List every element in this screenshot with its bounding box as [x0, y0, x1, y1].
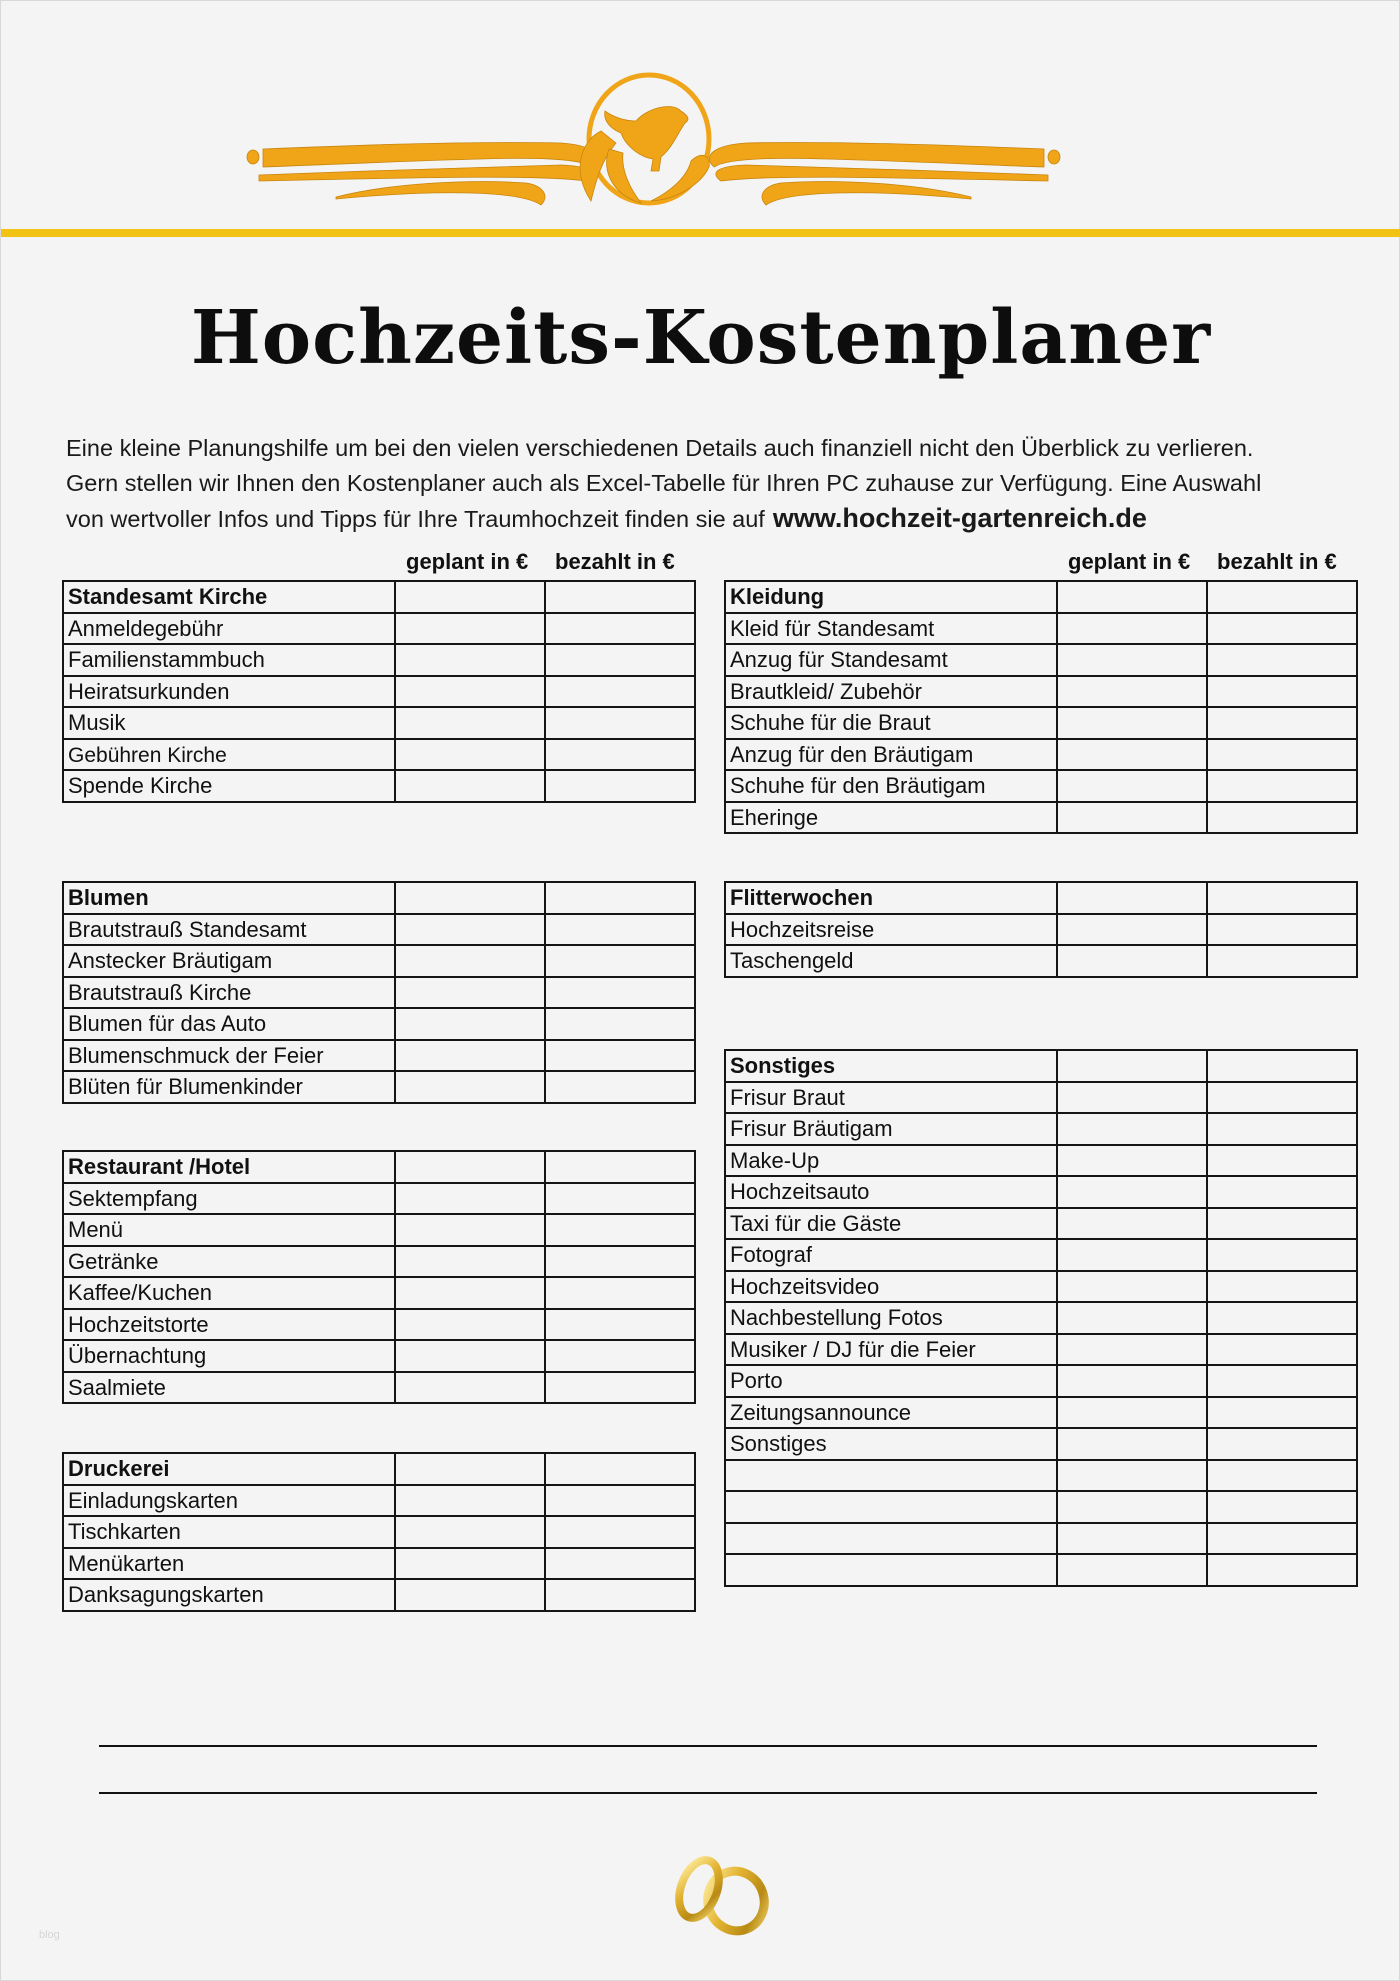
item-label: Hochzeitsvideo: [725, 1271, 1057, 1303]
paid-cell[interactable]: [1207, 581, 1357, 613]
planned-cell[interactable]: [395, 1372, 545, 1404]
paid-cell[interactable]: [1207, 1113, 1357, 1145]
planned-cell[interactable]: [1057, 1145, 1207, 1177]
planned-cell[interactable]: [395, 977, 545, 1009]
planned-cell[interactable]: [395, 1277, 545, 1309]
item-label: Übernachtung: [63, 1340, 395, 1372]
paid-cell[interactable]: [545, 1372, 695, 1404]
planned-cell[interactable]: [395, 1214, 545, 1246]
item-label: Anmeldegebühr: [63, 613, 395, 645]
table-row: [63, 1579, 695, 1611]
table-row: [63, 1548, 695, 1580]
paid-cell[interactable]: [1207, 1176, 1357, 1208]
paid-cell[interactable]: [1207, 1334, 1357, 1366]
intro-line-3: von wertvoller Infos und Tipps für Ihre Traumhochzeit finden sie auf www.hochzeit-gartenreich.de: [66, 503, 1147, 533]
planned-cell[interactable]: [1057, 882, 1207, 914]
item-label: Porto: [725, 1365, 1057, 1397]
page-title: Hochzeits-Kostenplaner: [190, 295, 1212, 381]
table-row: [63, 1071, 695, 1103]
table-row: [63, 644, 695, 676]
item-label: Hochzeitstorte: [63, 1309, 395, 1341]
table-row: [63, 1008, 695, 1040]
section-title: Restaurant /Hotel: [63, 1151, 395, 1183]
table-row-header: [63, 1151, 695, 1183]
item-label: Anzug für den Bräutigam: [725, 739, 1057, 771]
planned-cell[interactable]: [1057, 644, 1207, 676]
table-sonstiges: [724, 1049, 1358, 1587]
planned-cell[interactable]: [1057, 1397, 1207, 1429]
planned-cell[interactable]: [1057, 1271, 1207, 1303]
paid-cell[interactable]: [545, 945, 695, 977]
paid-cell[interactable]: [545, 1516, 695, 1548]
item-label: Nachbestellung Fotos: [725, 1302, 1057, 1334]
table-row-empty: [725, 1460, 1357, 1492]
planned-cell[interactable]: [395, 613, 545, 645]
table-flitterwochen: [724, 881, 1358, 978]
paid-cell[interactable]: [1207, 1491, 1357, 1523]
planned-cell[interactable]: [395, 914, 545, 946]
planned-cell[interactable]: [395, 707, 545, 739]
table-row-empty: [725, 1491, 1357, 1523]
paid-cell[interactable]: [545, 739, 695, 771]
planned-cell[interactable]: [1057, 1176, 1207, 1208]
item-label: Brautstrauß Kirche: [63, 977, 395, 1009]
planned-cell[interactable]: [1057, 707, 1207, 739]
planned-cell[interactable]: [395, 1040, 545, 1072]
item-label: Kaffee/Kuchen: [63, 1277, 395, 1309]
item-label: Menükarten: [63, 1548, 395, 1580]
planned-cell[interactable]: [1057, 1523, 1207, 1555]
table-row: [725, 770, 1357, 802]
table-row: [725, 1302, 1357, 1334]
paid-cell[interactable]: [1207, 945, 1357, 977]
table-row: [725, 676, 1357, 708]
table-row: [725, 1145, 1357, 1177]
item-label: Zeitungsannounce: [725, 1397, 1057, 1429]
planned-cell[interactable]: [395, 1246, 545, 1278]
paid-cell[interactable]: [545, 914, 695, 946]
paid-cell[interactable]: [1207, 1208, 1357, 1240]
table-restaurant-hotel: [62, 1150, 696, 1404]
planned-cell[interactable]: [395, 1071, 545, 1103]
table-row: [63, 914, 695, 946]
paid-cell[interactable]: [545, 1548, 695, 1580]
paid-cell[interactable]: [545, 1246, 695, 1278]
table-row: [63, 770, 695, 802]
planned-cell[interactable]: [1057, 1365, 1207, 1397]
item-label: Familienstammbuch: [63, 644, 395, 676]
table-row: [63, 676, 695, 708]
planned-cell[interactable]: [1057, 1082, 1207, 1114]
table-row: [63, 739, 695, 771]
planned-cell[interactable]: [395, 1309, 545, 1341]
planned-cell[interactable]: [1057, 1113, 1207, 1145]
item-label: Getränke: [63, 1246, 395, 1278]
note-line-1[interactable]: [99, 1745, 1317, 1747]
planned-cell[interactable]: [395, 1579, 545, 1611]
paid-cell[interactable]: [1207, 1397, 1357, 1429]
paid-cell[interactable]: [545, 1277, 695, 1309]
planned-cell[interactable]: [395, 1548, 545, 1580]
planned-cell[interactable]: [395, 882, 545, 914]
item-label: Eheringe: [725, 802, 1057, 834]
planned-cell[interactable]: [395, 676, 545, 708]
planned-cell[interactable]: [1057, 739, 1207, 771]
paid-cell[interactable]: [1207, 1365, 1357, 1397]
planned-cell[interactable]: [395, 1453, 545, 1485]
table-row-empty: [725, 1554, 1357, 1586]
planned-cell[interactable]: [395, 945, 545, 977]
paid-cell[interactable]: [1207, 1145, 1357, 1177]
planned-cell[interactable]: [395, 1340, 545, 1372]
paid-cell[interactable]: [545, 1453, 695, 1485]
item-label: Brautkleid/ Zubehör: [725, 676, 1057, 708]
table-row: [725, 644, 1357, 676]
table-row: [725, 1082, 1357, 1114]
gold-divider: [1, 229, 1400, 237]
planned-cell[interactable]: [395, 770, 545, 802]
paid-cell[interactable]: [545, 644, 695, 676]
note-line-2[interactable]: [99, 1792, 1317, 1794]
table-row: [725, 1113, 1357, 1145]
item-label-empty[interactable]: [725, 1523, 1057, 1555]
paid-cell[interactable]: [1207, 739, 1357, 771]
paid-cell[interactable]: [1207, 1082, 1357, 1114]
planned-cell[interactable]: [1057, 1302, 1207, 1334]
table-row-header: [63, 1453, 695, 1485]
table-row: [725, 1176, 1357, 1208]
section-title: Blumen: [63, 882, 395, 914]
table-row: [725, 707, 1357, 739]
left-planned-header: geplant in €: [406, 549, 529, 574]
item-label: Einladungskarten: [63, 1485, 395, 1517]
table-row-header: [725, 882, 1357, 914]
paid-cell[interactable]: [545, 613, 695, 645]
planned-cell[interactable]: [1057, 1460, 1207, 1492]
paid-cell[interactable]: [545, 1151, 695, 1183]
intro-line-2: Gern stellen wir Ihnen den Kostenplaner auch als Excel-Tabelle für Ihren PC zuhause zur Verfügung. Eine Auswahl: [66, 470, 1262, 496]
paid-cell[interactable]: [1207, 613, 1357, 645]
paid-cell[interactable]: [545, 676, 695, 708]
paid-cell[interactable]: [1207, 802, 1357, 834]
table-row: [725, 613, 1357, 645]
item-label: Gebühren Kirche: [63, 739, 395, 771]
table-row: [63, 1277, 695, 1309]
table-row: [725, 945, 1357, 977]
item-label: Taxi für die Gäste: [725, 1208, 1057, 1240]
section-title: Sonstiges: [725, 1050, 1057, 1082]
table-row: [63, 1183, 695, 1215]
table-row: [725, 914, 1357, 946]
table-row: [725, 802, 1357, 834]
planned-cell[interactable]: [395, 1516, 545, 1548]
planned-cell[interactable]: [1057, 1334, 1207, 1366]
item-label: Blüten für Blumenkinder: [63, 1071, 395, 1103]
planned-cell[interactable]: [1057, 1208, 1207, 1240]
paid-cell[interactable]: [545, 1183, 695, 1215]
planned-cell[interactable]: [1057, 676, 1207, 708]
paid-cell[interactable]: [545, 1340, 695, 1372]
table-row: [63, 1309, 695, 1341]
item-label: Fotograf: [725, 1239, 1057, 1271]
watermark: blog: [39, 1929, 60, 1941]
planned-cell[interactable]: [1057, 581, 1207, 613]
paid-cell[interactable]: [545, 1309, 695, 1341]
right-paid-header: bezahlt in €: [1217, 549, 1337, 574]
planned-cell[interactable]: [1057, 1239, 1207, 1271]
table-row-header: [63, 581, 695, 613]
item-label-empty[interactable]: [725, 1554, 1057, 1586]
table-blumen: [62, 881, 696, 1104]
table-row: [63, 1485, 695, 1517]
table-row: [63, 1372, 695, 1404]
item-label: Kleid für Standesamt: [725, 613, 1057, 645]
table-row: [63, 977, 695, 1009]
paid-cell[interactable]: [1207, 644, 1357, 676]
table-standesamt-kirche: [62, 580, 696, 803]
planned-cell[interactable]: [1057, 802, 1207, 834]
table-row: [725, 1428, 1357, 1460]
planned-cell[interactable]: [395, 1008, 545, 1040]
item-label: Musiker / DJ für die Feier: [725, 1334, 1057, 1366]
item-label: Frisur Bräutigam: [725, 1113, 1057, 1145]
table-row: [63, 1246, 695, 1278]
table-row-header: [725, 1050, 1357, 1082]
item-label: Spende Kirche: [63, 770, 395, 802]
section-title: Kleidung: [725, 581, 1057, 613]
planned-cell[interactable]: [395, 1151, 545, 1183]
paid-cell[interactable]: [1207, 707, 1357, 739]
paid-cell[interactable]: [1207, 1554, 1357, 1586]
item-label: Sonstiges: [725, 1428, 1057, 1460]
table-row: [63, 945, 695, 977]
table-druckerei: [62, 1452, 696, 1612]
planned-cell[interactable]: [1057, 1050, 1207, 1082]
paid-cell[interactable]: [1207, 1271, 1357, 1303]
paid-cell[interactable]: [545, 770, 695, 802]
paid-cell[interactable]: [1207, 770, 1357, 802]
item-label: Brautstrauß Standesamt: [63, 914, 395, 946]
item-label: Schuhe für die Braut: [725, 707, 1057, 739]
intro-line-1: Eine kleine Planungshilfe um bei den vielen verschiedenen Details auch finanziell nicht den Überblick zu verlieren.: [66, 435, 1254, 461]
intro-paragraph: [66, 431, 1366, 537]
section-title: Flitterwochen: [725, 882, 1057, 914]
paid-cell[interactable]: [1207, 1050, 1357, 1082]
planned-cell[interactable]: [1057, 1491, 1207, 1523]
item-label: Schuhe für den Bräutigam: [725, 770, 1057, 802]
paid-cell[interactable]: [1207, 676, 1357, 708]
table-row: [725, 1365, 1357, 1397]
paid-cell[interactable]: [1207, 1523, 1357, 1555]
planned-cell[interactable]: [1057, 1554, 1207, 1586]
left-paid-header: bezahlt in €: [555, 549, 675, 574]
table-row: [63, 1516, 695, 1548]
item-label: Heiratsurkunden: [63, 676, 395, 708]
golden-bird-ornament-icon: [241, 71, 1066, 211]
wedding-rings-icon: [641, 1849, 791, 1939]
item-label: Make-Up: [725, 1145, 1057, 1177]
paid-cell[interactable]: [545, 1040, 695, 1072]
item-label: Blumen für das Auto: [63, 1008, 395, 1040]
paid-cell[interactable]: [545, 1071, 695, 1103]
planned-cell[interactable]: [395, 644, 545, 676]
table-kleidung: [724, 580, 1358, 834]
table-row: [725, 1239, 1357, 1271]
item-label: Blumenschmuck der Feier: [63, 1040, 395, 1072]
paid-cell[interactable]: [545, 1485, 695, 1517]
paid-cell[interactable]: [545, 882, 695, 914]
item-label: Saalmiete: [63, 1372, 395, 1404]
item-label: Musik: [63, 707, 395, 739]
planned-cell[interactable]: [1057, 613, 1207, 645]
table-row-empty: [725, 1523, 1357, 1555]
item-label: Frisur Braut: [725, 1082, 1057, 1114]
table-row: [63, 707, 695, 739]
paid-cell[interactable]: [545, 581, 695, 613]
planned-cell[interactable]: [1057, 770, 1207, 802]
item-label-empty[interactable]: [725, 1460, 1057, 1492]
table-row-header: [63, 882, 695, 914]
table-row: [725, 1271, 1357, 1303]
item-label: Hochzeitsauto: [725, 1176, 1057, 1208]
item-label: Menü: [63, 1214, 395, 1246]
planned-cell[interactable]: [1057, 1428, 1207, 1460]
item-label: Danksagungskarten: [63, 1579, 395, 1611]
right-planned-header: geplant in €: [1068, 549, 1191, 574]
item-label: Hochzeitsreise: [725, 914, 1057, 946]
item-label: Tischkarten: [63, 1516, 395, 1548]
table-row: [725, 1208, 1357, 1240]
paid-cell[interactable]: [1207, 882, 1357, 914]
website-link[interactable]: www.hochzeit-gartenreich.de: [772, 503, 1147, 533]
paid-cell[interactable]: [545, 707, 695, 739]
table-row: [725, 1397, 1357, 1429]
item-label-empty[interactable]: [725, 1491, 1057, 1523]
table-row: [63, 613, 695, 645]
planned-cell[interactable]: [395, 581, 545, 613]
paid-cell[interactable]: [1207, 1239, 1357, 1271]
planned-cell[interactable]: [395, 1183, 545, 1215]
paid-cell[interactable]: [1207, 1302, 1357, 1334]
planned-cell[interactable]: [395, 1485, 545, 1517]
item-label: Sektempfang: [63, 1183, 395, 1215]
paid-cell[interactable]: [545, 1008, 695, 1040]
paid-cell[interactable]: [545, 1579, 695, 1611]
paid-cell[interactable]: [1207, 1460, 1357, 1492]
table-row: [725, 1334, 1357, 1366]
item-label: Taschengeld: [725, 945, 1057, 977]
table-row: [63, 1214, 695, 1246]
paid-cell[interactable]: [1207, 1428, 1357, 1460]
section-title: Druckerei: [63, 1453, 395, 1485]
table-row-header: [725, 581, 1357, 613]
planned-cell[interactable]: [1057, 945, 1207, 977]
section-title: Standesamt Kirche: [63, 581, 395, 613]
item-label: Anzug für Standesamt: [725, 644, 1057, 676]
table-row: [63, 1340, 695, 1372]
item-label: Anstecker Bräutigam: [63, 945, 395, 977]
paid-cell[interactable]: [545, 977, 695, 1009]
planned-cell[interactable]: [395, 739, 545, 771]
table-row: [63, 1040, 695, 1072]
paid-cell[interactable]: [1207, 914, 1357, 946]
paid-cell[interactable]: [545, 1214, 695, 1246]
planned-cell[interactable]: [1057, 914, 1207, 946]
table-row: [725, 739, 1357, 771]
